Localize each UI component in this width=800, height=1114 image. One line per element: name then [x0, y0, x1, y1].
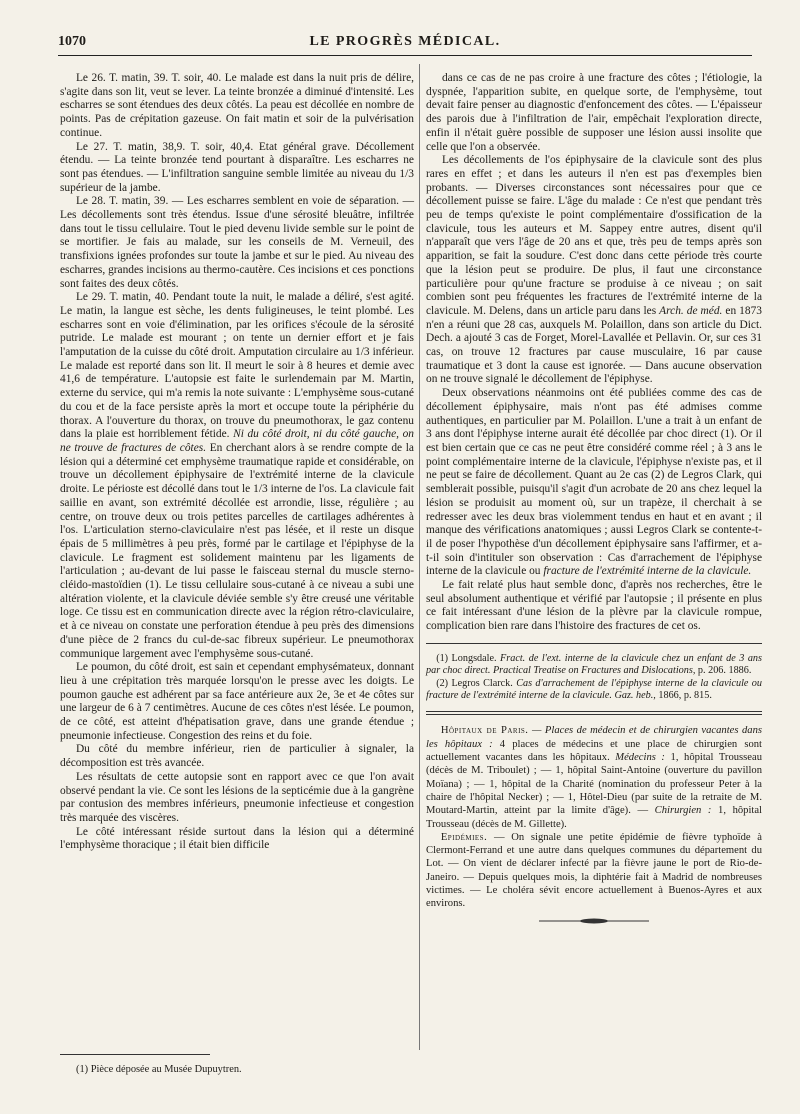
- text-run: Les décollements de l'os épiphysaire de la clavicule sont des plus rares en effet ; et dans les auteurs il n'en est pas d'exemples bien probants. — Diverses circonstances sont nécessaires pour que ce décollement puisse se faire. L'âge du malade : Ce n'est que pendant très peu de temps qu'existe le point complémentaire d'ossification de la clavicule, tous les auteurs et M. Sappey entre autres, disent qu'il n'apparaît que vers l'âge de 20 ans et que, très peu de temps après son apparition, se fait la soudure. C'est donc dans cette période très courte que la lésion peut se produire. De plus, il faut une circonstance particulière pour qu'une fracture se produise à ce niveau ; on sait combien sont peu fréquentes les fractures de l'extrémité interne de la clavicule. M. Delens, dans un article paru dans les: [426, 154, 762, 317]
- text-run: En cherchant alors à se rendre compte de la lésion qui a déterminé cet emphysème traumatique rapide et considérable, on trouve un décollement épiphysaire de l'extrémité interne de la clavicule droite. Le périoste est décollé dans tout le 1/3 interne de l'os. La clavicule fait saillie en avant, son extrémité décollée est arrondie, lisse, régulière ; au centre, on trouve deux ou trois petites parcelles de cartilages adhérentes à l'os. L'articulation sterno-claviculaire n'est pas lésée, et il reste un disque épais de 5 millimètres à peu près, formé par le cartilage et l'épiphyse de la clavicule. Le fragment est solidement maintenu par les ligaments de l'articulation ; au-devant de lui passe le faisceau sternal du muscle sterno-cléido-mastoïdien (1). Le tissu cellulaire sous-cutané à ce niveau a subi une altération violente, et la clavicule déviée semble s'y être creusé une véritable loge. Ce tissu est en communication directe avec la région rétro-claviculaire, et à ce niveau on constate une perforation étendue à peu près des dimensions d'une pièce de 2 francs du cul-de-sac fibreux supérieur. Le pneumothorax communique largement avec l'emphysème sous-cutané.: [60, 441, 414, 660]
- footnote: (1) Pièce déposée au Musée Dupuytren.: [76, 1064, 242, 1075]
- left-column: [60, 72, 414, 853]
- page-number: 1070: [58, 34, 86, 49]
- header-rule: [58, 55, 752, 56]
- italic-text: Arch. de méd.: [659, 304, 723, 317]
- running-title: LE PROGRÈS MÉDICAL.: [309, 34, 501, 49]
- text-run: 1, hôpital Trousseau (décès de M. Gillette).: [426, 805, 762, 830]
- paragraph: Du côté du membre inférieur, rien de particulier à signaler, la décomposition est très avancée.: [60, 743, 414, 770]
- text-run: (2) Legros Clarck.: [436, 677, 513, 689]
- italic-text: — Places de médecin et de chirurgien vacantes dans les hôpitaux :: [426, 725, 762, 750]
- footnote: [426, 653, 762, 678]
- section-separator: [426, 711, 762, 715]
- text-run: 4 places de médecins et une place de chirurgien sont actuellement vacantes dans les hôpitaux.: [426, 738, 762, 764]
- paragraph: Le poumon, du côté droit, est sain et cependant emphysémateux, donnant lieu à une crépitation très marquée lorsqu'on le presse avec les doigts. Le poumon gauche est adhérent par sa face antérieure aux 2e, 3e et 4e côtes sur une largeur de 6 à 7 centimètres. Aucune de ces côtes n'est lésée. Le poumon, de ce côté, est atteint d'hépatisation grave, dans une grande étendue ; pneumonie infectieuse. Congestion des reins et du foie.: [60, 661, 414, 742]
- paragraph: Le fait relaté plus haut semble donc, d'après nos recherches, être le seul absolument authentique et vérifié par l'autopsie ; il présente en plus ce fait intéressant d'une lésion de la plèvre par la clavicule rompue, complication bien rare dans l'histoire des fractures de cet os.: [426, 579, 762, 633]
- italic-text: Cas d'arrachement de l'épiphyse interne de la clavicule ou fracture de l'extrémité interne de la clavicule. Gaz. heb.,: [426, 677, 762, 702]
- news-item: [426, 724, 762, 830]
- paragraph: [426, 387, 762, 579]
- paragraph: Le 26. T. matin, 39. T. soir, 40. Le malade est dans la nuit pris de délire, s'agite dans son lit, veut se lever. La teinte bronzée a diminué d'intensité. Les escharres se sont étendues des deux côtés. La peau est décollée en nombre de points. Pas de crépitation gazeuse. On fait matin et soir de la pulvérisation continue.: [60, 72, 414, 139]
- footnote: [426, 678, 762, 703]
- news-heading: Epidémies.: [440, 831, 488, 843]
- italic-text: Fract. de l'ext. interne de la clavicule chez un enfant de 3 ans par choc direct. Practical Treatise on Fractures and Dislocations,: [426, 652, 762, 677]
- text-run: p. 206. 1886.: [697, 665, 752, 677]
- text-run: Deux observations néanmoins ont été publiées comme des cas de décollement épiphysaire, mais n'ont pas été admises comme authentiques, en particulier par M. Polaillon. L'une a trait à un enfant de 3 ans dont l'épiphyse interne aurait été décollée par choc direct (1). Or il est bien certain que ce cas ne peut être considéré comme réel ; à 3 ans le point complémentaire interne de la clavicule, l'épiphyse n'existe pas, et il ne peut se faire de décollement. Quant au 2e cas (2) de Legros Clark, qui semblerait possible, puisqu'il s'agit d'un acrobate de 20 ans chez lequel la lésion se produisit au moment où, sur un trapèze, il cherchait à se redresser avec les deux bras violemment tendus en haut et en avant ; il manque des vérifications anatomiques ; aussi Legros Clark se contente-t-il de poser l'hypothèse d'un décollement épiphysaire sans l'affirmer, et a-t-il soin d'intituler son observation : Cas d'arrachement de l'épiphyse interne de la clavicule ou: [426, 387, 762, 578]
- text-run: (1) Longsdale.: [436, 652, 497, 664]
- italic-text: Ni du côté droit, ni du côté gauche, on ne trouve de fractures de côtes.: [60, 428, 414, 454]
- paragraph: dans ce cas de ne pas croire à une fracture des côtes ; l'étiologie, la dyspnée, l'apparition subite, en quelque sorte, de l'emphysème, tout devait faire penser au diagnostic d'enfoncement des côtes. — L'épaisseur des parois due à l'infiltration de l'air, empêchait l'exploration directe, enfin il n'était guère possible de supposer une lésion aussi insolite que celle que l'on a observée.: [426, 72, 762, 153]
- paragraph: [60, 291, 414, 661]
- text-run: en 1873 n'en a réuni que 28 cas, auxquels M. Polaillon, dans son article du Dict. Dech. a ajouté 3 cas de Forget, Morel-Lavallée et Pellavin. Or, sur ces 31 cas, on trouve 12 fractures par cause musculaire, 16 par cause traumatique et 3 dont la cause est ignorée. — Dans aucune observation on ne trouve signalé le décollement de l'épiphyse.: [426, 304, 762, 386]
- ornament-icon: [539, 917, 649, 925]
- paragraph: Les résultats de cette autopsie sont en rapport avec ce que l'on avait observé pendant la vie. Ce sont les lésions de la septicémie due à la gangrène par contusion des membres inférieurs, pneumonie infectieuse et congestion très marquée des viscères.: [60, 770, 414, 824]
- news-item: [426, 831, 762, 911]
- paragraph: [426, 154, 762, 387]
- italic-text: Médecins :: [615, 752, 665, 764]
- italic-text: Chirurgien :: [654, 805, 712, 817]
- ornament-divider: [426, 915, 762, 929]
- text-run: 1, hôpital Trousseau (décès de M. Triboulet) ; — 1, hôpital Saint-Antoine (ouverture du pavillon Moïana) ; — 1, hôpital de la Charité (nomination du professeur Peter à la chaire de l'hôpital Necker) ; — 1, Hôtel-Dieu (par suite de la retraite de M. Moutard-Martin, atteint par la limite d'âge). —: [426, 752, 762, 817]
- column-divider: [419, 64, 420, 1050]
- text-run: Le 29. T. matin, 40. Pendant toute la nuit, le malade a déliré, s'est agité. Le matin, la langue est sèche, les dents fuligineuses, le teint plombé. Les escharres sont en voie d'élimination, par les orifices s'écoule de la sérosité putride. Le malade est mourant ; on tente un dernier effort et je fais l'amputation de la cuisse du côté droit. Amputation circulaire au 1/3 inférieur. Le malade est reporté dans son lit. Il meurt le soir à 8 heures et demie avec 41,6 de température. L'autopsie est faite le surlendemain par M. Martin, externe du service, qui m'a remis la note suivante : L'emphysème sous-cutané du cou et de la face persiste après la mort et occupe toute la périphérie du thorax. A l'ouverture du thorax, on trouve du pneumothorax, le gaz contenu dans la plaie est horriblement fétide.: [60, 291, 414, 441]
- page-header: [58, 32, 752, 54]
- text-run: — On signale une petite épidémie de fièvre typhoïde à Clermont-Ferrand et une autre dans quelques communes du département du Lot. — On vient de déclarer infecté par la fièvre jaune le port de Rio-de-Janeiro. — Depuis quelques mois, la diphtérie fait à Madrid de nombreuses victimes. — Le choléra sévit encore actuellement à Buenos-Ayres et aux environs.: [426, 831, 762, 910]
- footnote-separator: [426, 643, 762, 644]
- text-run: 1866, p. 815.: [658, 690, 712, 702]
- paragraph: Le 27. T. matin, 38,9. T. soir, 40,4. Etat général grave. Décollement étendu. — La teinte bronzée tend pourtant à disparaître. Les escharres ne sont pas étendues. — L'infiltration sanguine semble limitée au niveau du 1/3 supérieur de la jambe.: [60, 140, 414, 194]
- paragraph: Le côté intéressant réside surtout dans la lésion qui a déterminé l'emphysème thoracique ; il était bien difficile: [60, 825, 414, 852]
- news-heading: Hôpitaux de Paris.: [440, 725, 529, 737]
- footnote-rule: [60, 1054, 210, 1055]
- right-column: [426, 72, 762, 928]
- italic-text: fracture de l'extrémité interne de la clavicule.: [543, 565, 752, 578]
- paragraph: Le 28. T. matin, 39. — Les escharres semblent en voie de séparation. — Les décollements sont très étendus. Issue d'une sérosité bleuâtre, infiltrée dans tout le tissu cellulaire. Tout le pied devenu livide semble sur le point de se mortifier. Je fais au malade, sur les conseils de M. Verneuil, des transfixions ignées profondes sur toute la jambe et sur le pied. Au niveau des escharres, grandes incisions au thermo-cautère. Ces incisions et ces ponctions sont faites des deux côtés.: [60, 195, 414, 290]
